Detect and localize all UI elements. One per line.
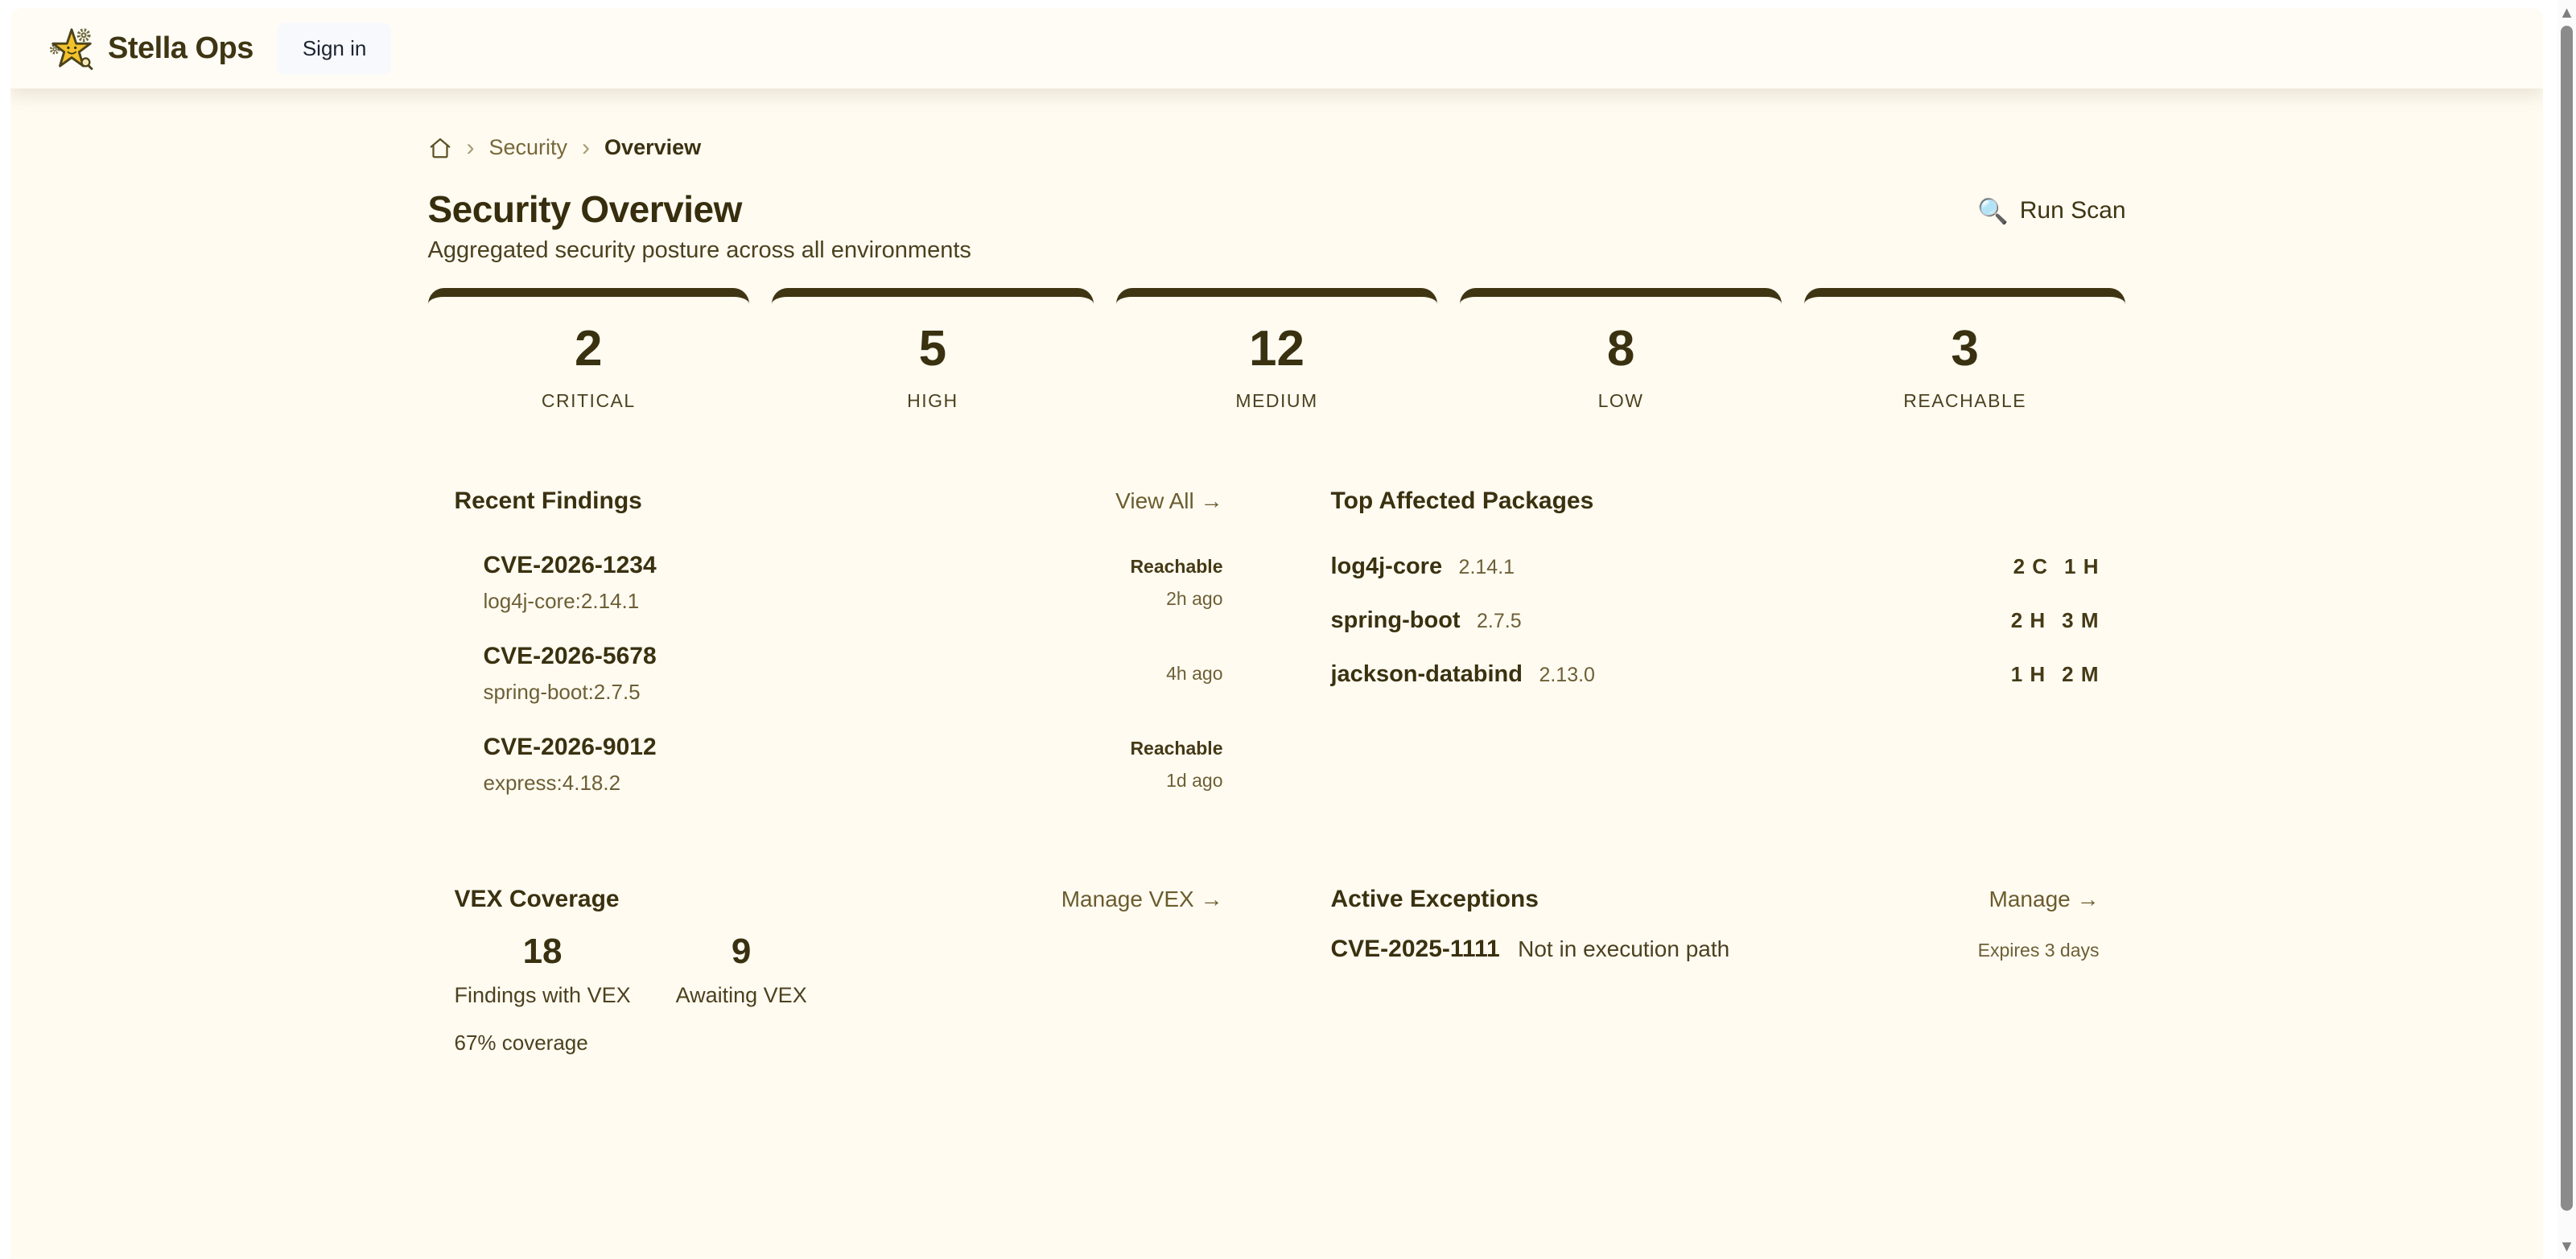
- app-title: Stella Ops: [108, 31, 253, 65]
- magnifier-icon: 🔍: [1977, 196, 2009, 225]
- finding-package: spring-boot:2.7.5: [483, 680, 641, 704]
- page-subtitle: Aggregated security posture across all environments: [427, 237, 971, 263]
- vex-stat-label: Findings with VEX: [454, 982, 631, 1007]
- active-exceptions-panel: [1304, 886, 2126, 1055]
- scroll-thumb[interactable]: [2561, 26, 2573, 1211]
- finding-package: express:4.18.2: [483, 771, 621, 795]
- vex-stat-awaiting: [676, 931, 807, 1008]
- stat-card-critical[interactable]: [428, 288, 750, 420]
- finding-cve: CVE-2026-5678: [483, 643, 657, 669]
- dashboard-grid: [428, 488, 2126, 1055]
- reachable-badge: Reachable: [1130, 556, 1223, 577]
- stat-label: HIGH: [907, 390, 958, 411]
- package-version: 2.14.1: [1458, 556, 1515, 578]
- package-row[interactable]: [1331, 661, 2100, 688]
- finding-cve: CVE-2026-1234: [483, 552, 657, 578]
- package-name: log4j-core: [1330, 553, 1443, 579]
- stat-card-reachable[interactable]: [1804, 288, 2126, 420]
- severity-stats-row: [428, 288, 2126, 420]
- page-title: Security Overview: [427, 188, 742, 230]
- page-header-row: [428, 160, 2126, 264]
- breadcrumb-overview: Overview: [604, 135, 702, 159]
- severity-count: 2 H: [2010, 608, 2046, 632]
- finding-time: 4h ago: [1166, 663, 1223, 684]
- stat-label: CRITICAL: [541, 390, 636, 411]
- finding-row[interactable]: [484, 552, 1223, 614]
- package-row[interactable]: [1331, 553, 2100, 580]
- breadcrumb: [428, 135, 2126, 160]
- exception-cve: CVE-2025-1111: [1330, 936, 1500, 962]
- finding-time: 1d ago: [1166, 770, 1223, 791]
- breadcrumb-separator: ›: [466, 134, 475, 161]
- vex-stat-value: 9: [731, 932, 752, 971]
- active-exceptions-title: Active Exceptions: [1330, 886, 1539, 912]
- vex-stat-label: Awaiting VEX: [675, 982, 807, 1007]
- stat-label: LOW: [1597, 390, 1644, 411]
- home-icon[interactable]: [428, 136, 452, 160]
- severity-count: 1 H: [2010, 662, 2046, 686]
- package-name: jackson-databind: [1330, 661, 1523, 687]
- brand-home-link[interactable]: [48, 25, 253, 72]
- vex-stat-value: 18: [522, 932, 563, 971]
- severity-count: 2 C: [2013, 554, 2049, 578]
- manage-exceptions-link[interactable]: Manage →: [1989, 887, 2100, 911]
- severity-count: 1 H: [2064, 554, 2100, 578]
- exception-note: Not in execution path: [1518, 936, 1730, 961]
- breadcrumb-security[interactable]: Security: [488, 135, 568, 159]
- severity-count: 2 M: [2062, 662, 2100, 686]
- top-packages-title: Top Affected Packages: [1330, 488, 1594, 514]
- sign-in-button[interactable]: Sign in: [278, 23, 392, 75]
- app-window: [10, 8, 2543, 1259]
- package-name: spring-boot: [1330, 607, 1461, 633]
- breadcrumb-separator: ›: [582, 134, 591, 161]
- run-scan-button[interactable]: [1977, 197, 2125, 224]
- top-bar: [10, 8, 2543, 88]
- vex-coverage-percent: 67% coverage: [454, 1030, 588, 1055]
- stella-ops-star-mascot-icon: [48, 25, 95, 72]
- scrollbar[interactable]: [2557, 0, 2576, 1259]
- reachable-badge: Reachable: [1130, 738, 1223, 759]
- package-row[interactable]: [1331, 607, 2100, 634]
- package-version: 2.13.0: [1539, 664, 1595, 686]
- scroll-up-arrow[interactable]: ▲: [2562, 5, 2572, 19]
- stat-card-low[interactable]: [1460, 288, 1782, 420]
- top-packages-panel: [1304, 488, 2126, 796]
- recent-findings-panel: [428, 488, 1250, 796]
- finding-time: 2h ago: [1166, 588, 1223, 609]
- view-all-link[interactable]: View All →: [1115, 488, 1223, 513]
- vex-coverage-title: VEX Coverage: [454, 886, 620, 912]
- run-scan-label: Run Scan: [2019, 197, 2126, 224]
- stat-value: 2: [575, 321, 603, 376]
- finding-package: log4j-core:2.14.1: [483, 589, 640, 613]
- finding-row[interactable]: [484, 734, 1223, 796]
- package-version: 2.7.5: [1477, 610, 1522, 632]
- scroll-down-arrow[interactable]: ▼: [2562, 1239, 2572, 1253]
- manage-vex-link[interactable]: Manage VEX →: [1061, 887, 1223, 911]
- stat-value: 12: [1249, 321, 1304, 376]
- main-content: [428, 135, 2126, 1055]
- stat-value: 8: [1606, 321, 1635, 376]
- exception-row[interactable]: [1331, 936, 2100, 963]
- stat-card-medium[interactable]: [1116, 288, 1438, 420]
- finding-row[interactable]: [484, 643, 1223, 705]
- exception-expires: Expires 3 days: [1977, 940, 2100, 961]
- stat-value: 5: [918, 321, 947, 376]
- stat-card-high[interactable]: [772, 288, 1094, 420]
- stat-value: 3: [1951, 321, 1979, 376]
- stat-label: MEDIUM: [1235, 390, 1318, 411]
- severity-count: 3 M: [2062, 608, 2100, 632]
- recent-findings-title: Recent Findings: [454, 488, 642, 514]
- finding-cve: CVE-2026-9012: [483, 734, 657, 760]
- vex-coverage-panel: [428, 886, 1250, 1055]
- stat-label: REACHABLE: [1903, 390, 2027, 411]
- vex-stat-with-vex: [455, 931, 631, 1008]
